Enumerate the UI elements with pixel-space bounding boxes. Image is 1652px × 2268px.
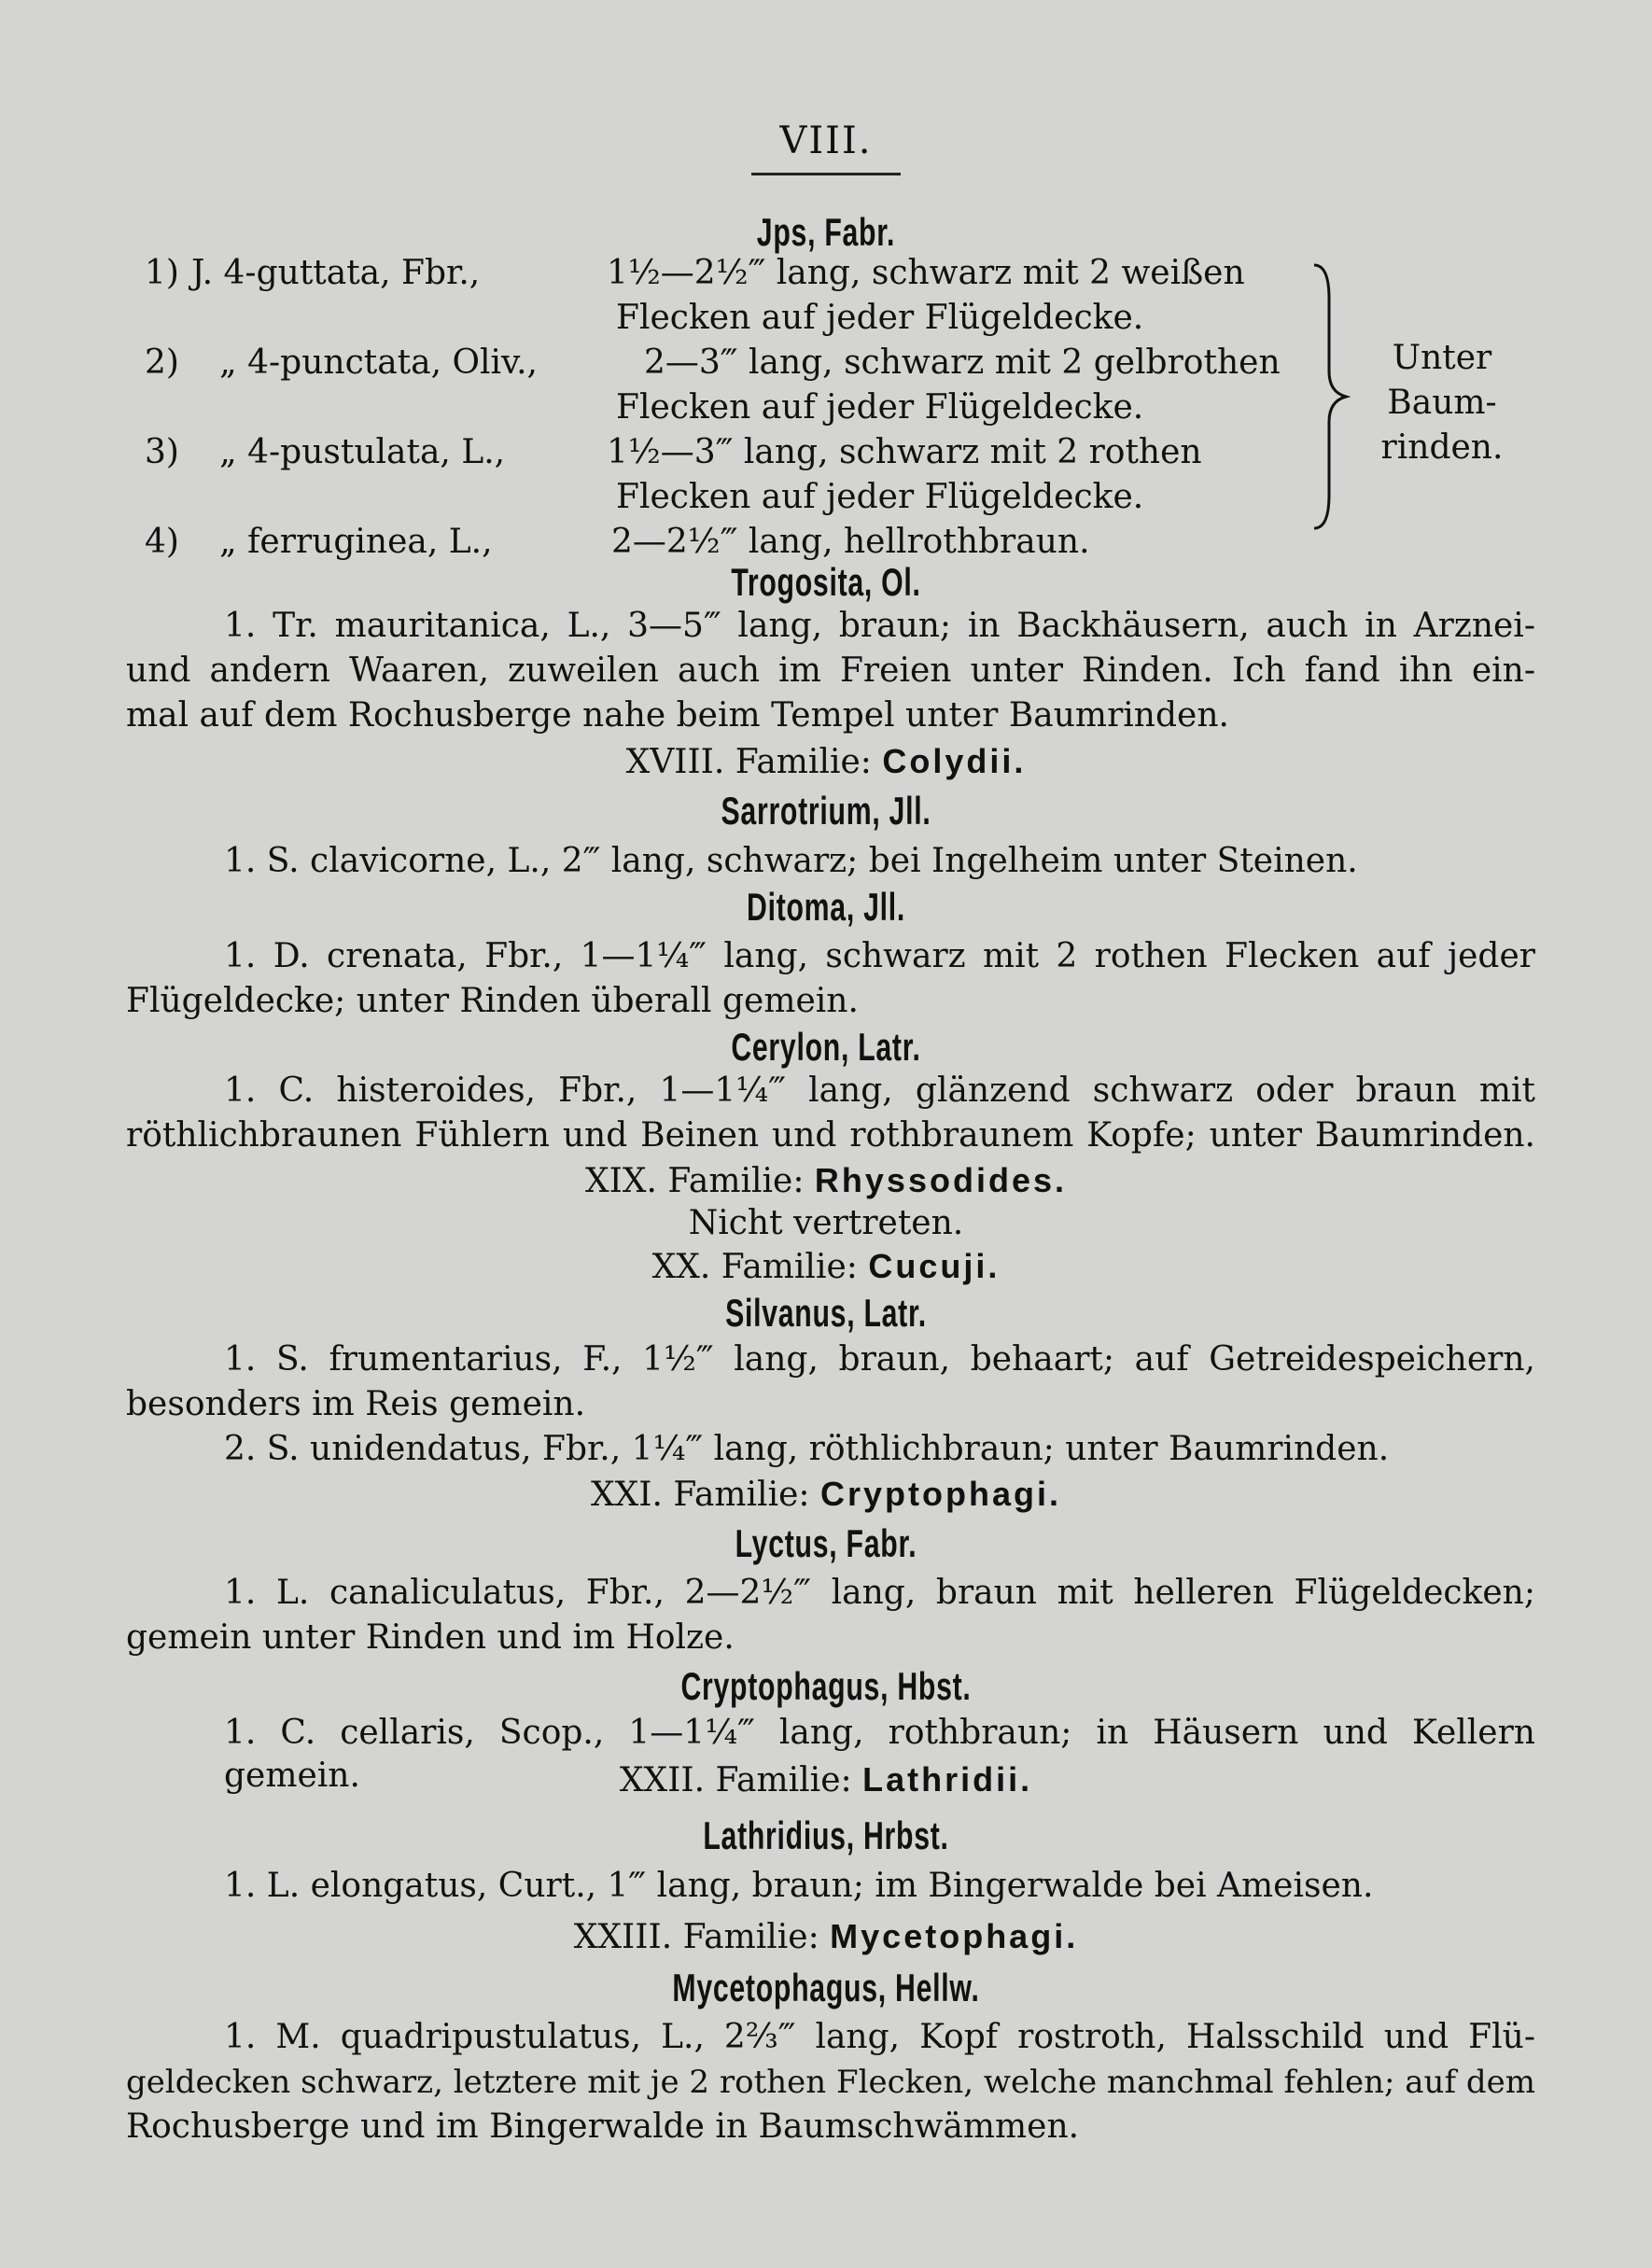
page-number-rule (751, 173, 901, 175)
entry-text: 2—3‴ lang, schwarz mit 2 gelbrothen (644, 343, 1281, 382)
entry-name: „ 4-pustulata, L., (219, 433, 506, 471)
family-heading (0, 1917, 1652, 1956)
habitat-note-line: Baum- (1387, 384, 1497, 422)
genus-heading-trogosita: Trogosita, Ol. (731, 560, 921, 604)
text-line: besonders im Reis gemein. (126, 1385, 586, 1423)
text-line: 1. Tr. mauritanica, L., 3—5‴ lang, braun; in Backhäusern, auch in Arznei- (224, 607, 1535, 645)
text-line: Flügeldecke; unter Rinden überall gemein. (126, 982, 859, 1020)
text-line: geldecken schwarz, letztere mit je 2 rothen Flecken, welche manchmal fehlen; auf dem (126, 2064, 1535, 2101)
family-heading (0, 1247, 1652, 1286)
page-number: VIII. (779, 119, 873, 162)
family-heading (0, 1161, 1652, 1200)
genus-heading-sarrotrium: Sarrotrium, Jll. (721, 789, 931, 833)
text-line: röthlichbraunen Fühlern und Beinen und rothbraunem Kopfe; unter Baumrinden. (126, 1116, 1535, 1155)
family-name: Colydii. (882, 742, 1027, 780)
family-note: Nicht vertreten. (688, 1204, 964, 1242)
family-label: Familie: (673, 1476, 810, 1514)
text-line: mal auf dem Rochusberge nahe beim Tempel unter Baumrinden. (126, 696, 1229, 735)
family-heading (0, 1760, 1652, 1799)
habitat-note (1344, 336, 1540, 470)
entry-text: 1½—2½‴ lang, schwarz mit 2 weißen (607, 254, 1245, 292)
text-line: 1. L. elongatus, Curt., 1‴ lang, braun; im Bingerwalde bei Ameisen. (224, 1867, 1374, 1905)
family-number: XIX. (584, 1162, 657, 1200)
habitat-note-line: Unter (1392, 339, 1492, 377)
genus-heading-cryptophagus: Cryptophagus, Hbst. (680, 1664, 972, 1708)
family-number: XXI. (591, 1476, 663, 1514)
text-line: 1. L. canaliculatus, Fbr., 2—2½‴ lang, braun mit helleren Flügeldecken; (224, 1574, 1535, 1612)
entry-name: J. 4-guttata, Fbr., (191, 254, 481, 292)
family-label: Familie: (715, 1761, 852, 1799)
family-heading (0, 1475, 1652, 1514)
text-line: gemein unter Rinden und im Holze. (126, 1618, 735, 1657)
genus-heading-ditoma: Ditoma, Jll. (747, 885, 905, 929)
family-name: Mycetophagi. (830, 1917, 1079, 1955)
entry-number: 2) (145, 343, 179, 382)
entry-number: 4) (145, 523, 179, 561)
entry-name: „ ferruginea, L., (219, 523, 493, 561)
habitat-note-line: rinden. (1380, 428, 1504, 467)
entry-continuation: Flecken auf jeder Flügeldecke. (616, 388, 1144, 427)
entry-number: 1) (145, 254, 179, 292)
family-name: Rhyssodides. (814, 1161, 1067, 1199)
family-label: Familie: (721, 1248, 858, 1286)
text-line: 2. S. unidendatus, Fbr., 1¼‴ lang, röthlichbraun; unter Baumrinden. (224, 1430, 1390, 1468)
genus-heading-mycetophagus: Mycetophagus, Hellw. (672, 1966, 980, 2009)
entry-continuation: Flecken auf jeder Flügeldecke. (616, 299, 1144, 337)
text-line: 1. C. histeroides, Fbr., 1—1¼‴ lang, glänzend schwarz oder braun mit (224, 1071, 1535, 1110)
text-line: 1. S. frumentarius, F., 1½‴ lang, braun, behaart; auf Getreidespeichern, (224, 1340, 1535, 1379)
entry-continuation: Flecken auf jeder Flügeldecke. (616, 478, 1144, 516)
entry-number: 3) (145, 433, 179, 471)
genus-heading-cerylon: Cerylon, Latr. (731, 1025, 921, 1069)
family-number: XVIII. (625, 743, 725, 781)
family-number: XXIII. (573, 1918, 673, 1956)
family-name: Lathridii. (862, 1760, 1033, 1799)
text-line: Rochusberge und im Bingerwalde in Baumschwämmen. (126, 2107, 1080, 2146)
family-name: Cryptophagi. (819, 1475, 1061, 1513)
family-heading (0, 742, 1652, 781)
genus-heading-lathridius: Lathridius, Hrbst. (703, 1813, 949, 1857)
text-line: 1. S. clavicorne, L., 2‴ lang, schwarz; bei Ingelheim unter Steinen. (224, 842, 1358, 880)
entry-text: 1½—3‴ lang, schwarz mit 2 rothen (607, 433, 1202, 471)
text-line: 1. M. quadripustulatus, L., 2⅔‴ lang, Kopf rostroth, Halsschild und Flü- (224, 2018, 1535, 2056)
text-line: und andern Waaren, zuweilen auch im Freien unter Rinden. Ich fand ihn ein- (126, 651, 1535, 690)
family-label: Familie: (667, 1162, 805, 1200)
genus-heading-lyctus: Lyctus, Fabr. (735, 1521, 917, 1565)
entry-text: 2—2½‴ lang, hellrothbraun. (611, 523, 1090, 561)
family-number: XX. (651, 1248, 711, 1286)
genus-heading-silvanus: Silvanus, Latr. (725, 1291, 927, 1335)
text-line: 1. C. cellaris, Scop., 1—1¼‴ lang, rothbraun; in Häusern und Kellern gemein. (224, 1714, 1535, 1795)
genus-heading-jps: Jps, Fabr. (756, 210, 896, 254)
family-label: Familie: (682, 1918, 819, 1956)
text-line: 1. D. crenata, Fbr., 1—1¼‴ lang, schwarz mit 2 rothen Flecken auf jeder (224, 937, 1535, 975)
family-label: Familie: (735, 743, 872, 781)
entry-name: „ 4-punctata, Oliv., (219, 343, 538, 382)
family-name: Cucuji. (868, 1247, 1001, 1285)
family-number: XXII. (619, 1761, 706, 1799)
